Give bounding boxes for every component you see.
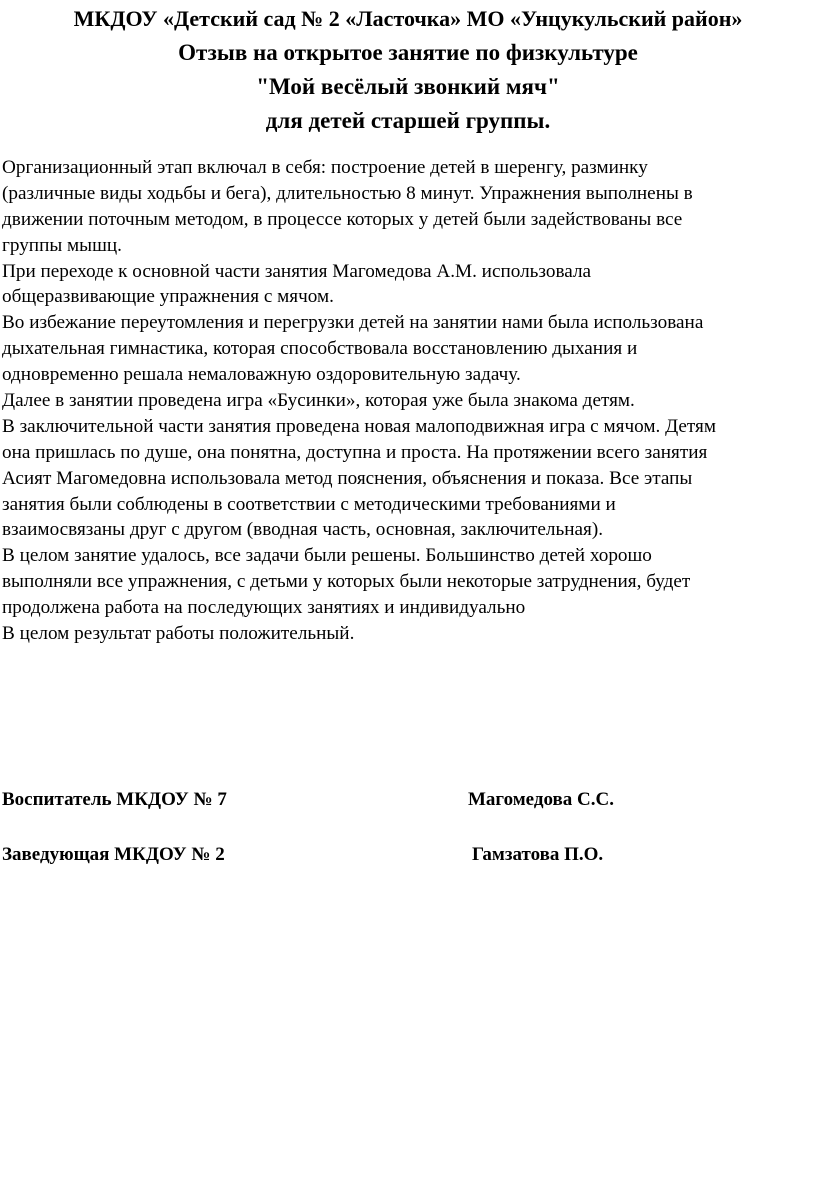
body-line: дыхательная гимнастика, которая способствовала восстановлению дыхания и — [2, 338, 638, 360]
body-line: Асият Магомедовна использовала метод пояснения, объяснения и показа. Все этапы — [2, 467, 693, 489]
body-line: общеразвивающие упражнения с мячом. — [2, 286, 334, 308]
organization-name: МКДОУ «Детский сад № 2 «Ласточка» МО «Унцукульский район» — [73, 6, 743, 31]
body-line: Далее в занятии проведена игра «Бусинки», которая уже была знакома детям. — [2, 390, 635, 412]
review-body — [2, 155, 816, 647]
signature-role: Заведующая МКДОУ № 2 — [2, 844, 225, 865]
signature-educator — [2, 787, 802, 813]
body-line: В целом результат работы положительный. — [2, 623, 355, 645]
document-header — [0, 4, 816, 138]
body-line: В заключительной части занятия проведена новая малоподвижная игра с мячом. Детям — [2, 415, 717, 437]
body-line: выполняли все упражнения, с детьми у которых были некоторые затруднения, будет — [2, 571, 691, 593]
body-line: одновременно решала немаловажную оздоровительную задачу. — [2, 364, 521, 386]
body-line: (различные виды ходьбы и бега), длительностью 8 минут. Упражнения выполнены в — [2, 182, 693, 204]
body-line: В целом занятие удалось, все задачи были решены. Большинство детей хорошо — [2, 545, 652, 567]
document-title-line-3: для детей старшей группы. — [265, 108, 551, 133]
body-line: она пришлась по душе, она понятна, доступна и проста. На протяжении всего занятия — [2, 441, 708, 463]
body-line: продолжена работа на последующих занятиях и индивидуально — [2, 597, 526, 619]
body-line: Во избежание переутомления и перегрузки детей на занятии нами была использована — [2, 312, 704, 334]
body-line: группы мышц. — [2, 234, 122, 256]
signature-name: Магомедова С.С. — [468, 789, 614, 810]
body-line: движении поточным методом, в процессе которых у детей были задействованы все — [2, 208, 683, 230]
document-title-line-1: Отзыв на открытое занятие по физкультуре — [178, 40, 638, 65]
body-line: При переходе к основной части занятия Магомедова А.М. использовала — [2, 260, 592, 282]
body-line: взаимосвязаны друг с другом (вводная часть, основная, заключительная). — [2, 519, 604, 541]
signature-role: Воспитатель МКДОУ № 7 — [2, 789, 227, 810]
document-title-line-2: "Мой весёлый звонкий мяч" — [256, 74, 560, 99]
body-line: Организационный этап включал в себя: построение детей в шеренгу, разминку — [2, 157, 648, 178]
body-line: занятия были соблюдены в соответствии с методическими требованиями и — [2, 493, 616, 515]
signature-head — [2, 842, 802, 868]
signature-name: Гамзатова П.О. — [472, 844, 604, 865]
